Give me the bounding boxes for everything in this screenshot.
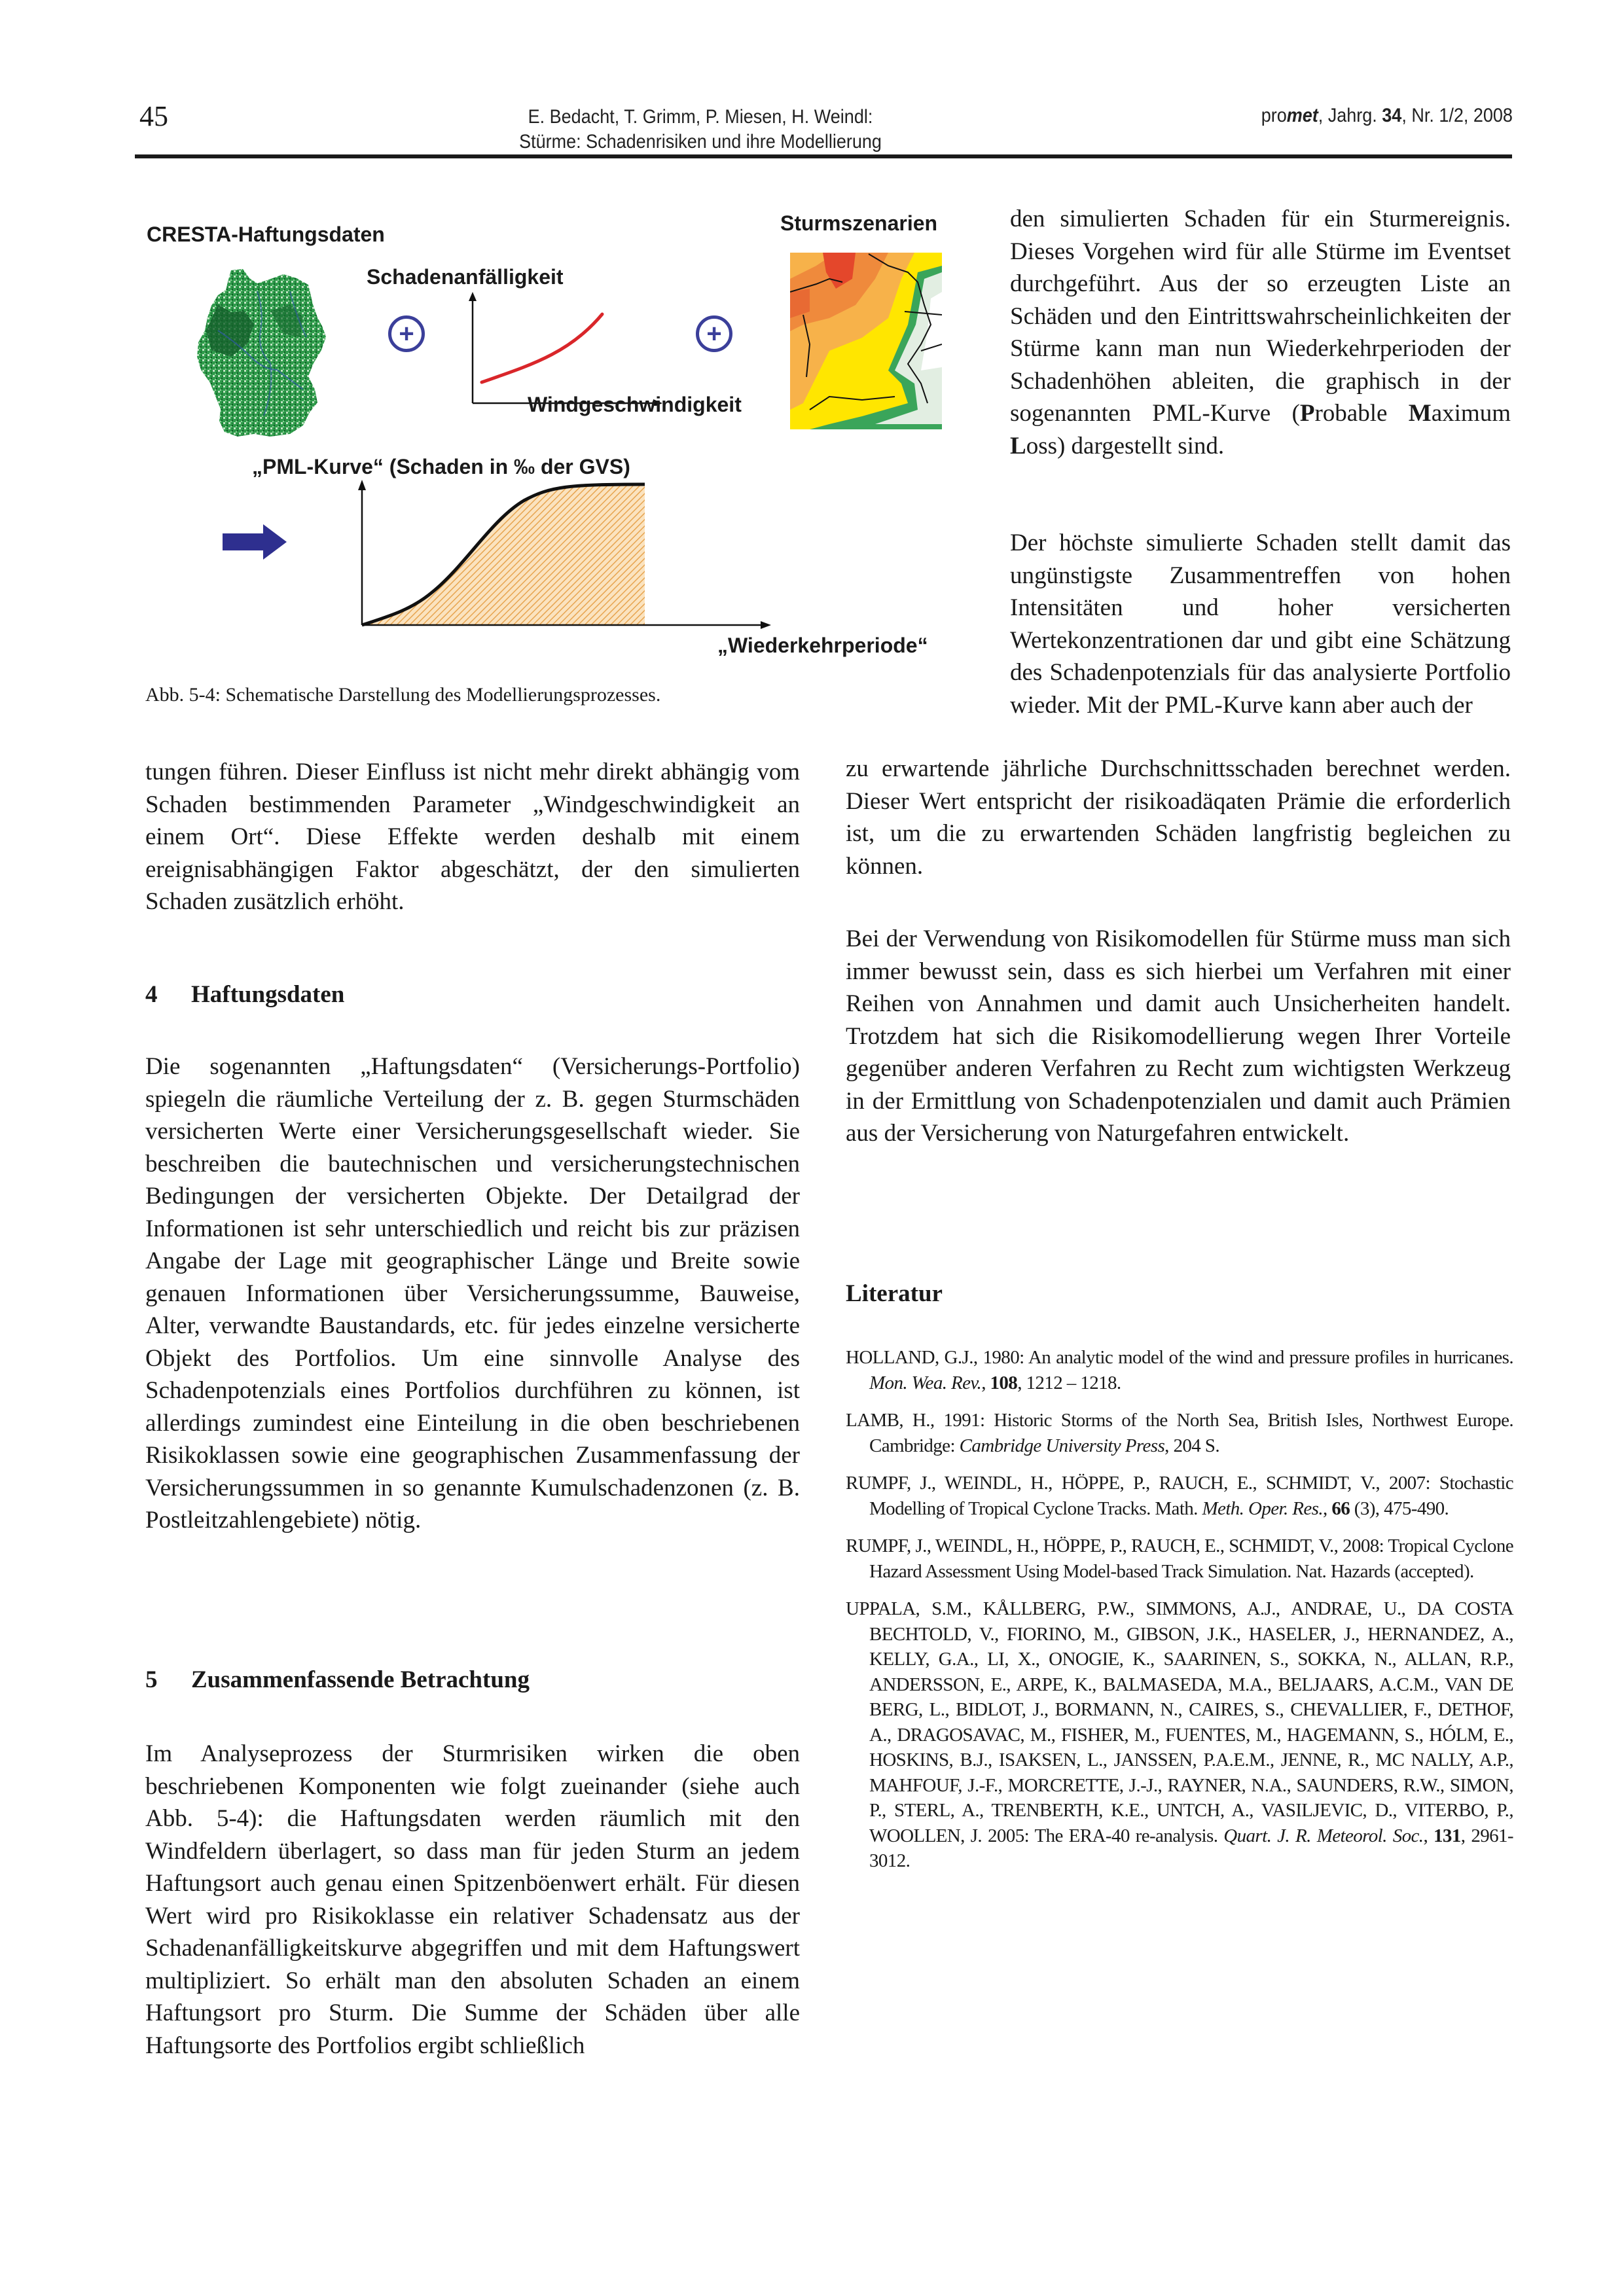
- ref-pages: , 2961-3012.: [869, 1825, 1513, 1871]
- acronym-letter: L: [1010, 432, 1026, 459]
- section-4-body: [145, 1050, 800, 1537]
- section-number: 5: [145, 1666, 158, 1693]
- figure-caption: Abb. 5-4: Schematische Darstellung des Modellierungsprozesses.: [145, 684, 661, 706]
- reference-item: [846, 1345, 1513, 1395]
- paragraph: Im Analyseprozess der Sturmrisiken wirken die oben beschriebenen Komponenten wie folgt zueinander (siehe auch Abb. 5-4): die Haftungsdaten werden räumlich mit den Windfeldern überlagert, so dass man für jeden Sturm an jedem Haftungsort auch genau einen Spitzenböenwert erhält. Für diesen Wert wird pro Risikoklasse ein relativer Schadensatz aus der Schadenanfälligkeitskurve abgegriffen und mit dem Haftungswert multipliziert. So erhält man den absoluten Schaden an einem Haftungsort pro Sturm. Die Summe der Schäden über alle Haftungsorte des Portfolios ergibt schließlich: [145, 1740, 800, 2059]
- pml-curve: [216, 475, 792, 638]
- ref-text: ,: [981, 1372, 990, 1393]
- figure-label-cresta: CRESTA-Haftungsdaten: [147, 223, 385, 246]
- reference-list: [846, 1345, 1513, 1886]
- reference-item: [846, 1408, 1513, 1458]
- paragraph: Bei der Verwendung von Risikomodellen für Stürme muss man sich immer bewusst sein, dass es sich hierbei um Verfahren mit einer Reihen von Annahmen und damit auch Unsicherheiten handelt. Trotzdem hat sich die Risikomodellierung wegen Ihrer Vorteile gegenüber anderen Verfahren zu Recht zum wichtigsten Werkzeug in der Ermittlung von Schadenpotenzialen und damit auch Prämien aus der Versicherung von Naturgefahren entwickelt.: [846, 925, 1511, 1147]
- page-number: 45: [139, 100, 168, 132]
- ref-volume: 131: [1434, 1825, 1461, 1846]
- acronym-letter: P: [1299, 400, 1315, 427]
- figure-label-pml-curve: „PML-Kurve“ (Schaden in ‰ der GVS): [252, 455, 630, 478]
- paragraph: Der höchste simulierte Schaden stellt damit das ungünstigste Zusammentreffen von hohen Intensitäten und hoher versicherten Wertekonzentrationen dar und gibt eine Schätzung des Schadenpotenzials für das analysierte Portfolio wieder. Mit der PML-Kurve kann aber auch der: [1010, 529, 1511, 719]
- paragraph: Die sogenannten „Haftungsdaten“ (Versicherungs-Portfolio) spiegeln die räumliche Verteilung der z. B. gegen Sturmschäden versicherten Werte einer Versicherungsgesellschaft wieder. Sie beschreiben die bautechnischen und versicherungstechnischen Bedingungen der versicherten Objekte. Der Detailgrad der Informationen ist sehr unterschiedlich und reicht bis zur präzisen Angabe der Lage mit geographischer Länge und Breite sowie genauen Informationen über Versicherungssumme, Bauweise, Alter, verwandte Baustandards, etc. für jedes einzelne versicherte Objekt des Portfolios. Um eine sinnvolle Analyse des Schadenpotenzials eines Portfolios durchführen zu können, ist allerdings zumindest eine Einteilung in die oben beschriebenen Risikoklassen sowie eine geographischen Zusammenfassung der Versicherungssummen in so genannte Kumulschadenzonen (z. B. Postleitzahlengebiete) nötig.: [145, 1053, 800, 1534]
- ref-publisher: Cambridge University Press: [959, 1435, 1165, 1456]
- section-title: Zusammenfassende Betrachtung: [191, 1666, 530, 1693]
- ref-text: ,: [1323, 1498, 1332, 1519]
- plus-circle-icon: +: [388, 315, 425, 352]
- literature-heading: Literatur: [846, 1280, 943, 1307]
- acronym-letter: M: [1408, 400, 1432, 427]
- ref-pages: , 1212 – 1218.: [1017, 1372, 1121, 1393]
- reference-item: [846, 1471, 1513, 1521]
- ref-text: UPPALA, S.M., KÅLLBERG, P.W., SIMMONS, A.J., ANDRAE, U., DA COSTA BECHTOLD, V., FIORINO, M., GIBSON, J.K., HASELER, J., HERNANDEZ, A., KELLY, G.A., LI, X., ONOGIE, K., SAARINEN, S., SOKKA, N., ALLAN, R.P., ANDERSSON, E., ARPE, K., BALMASEDA, M.A., BELJAARS, A.C.M., VAN DE BERG, L., BIDLOT, J., BORMANN, N., CAIRES, S., CHEVALLIER, F., DETHOF, A., DRAGOSAVAC, M., FISHER, M., FUENTES, M., HAGEMANN, S., HÓLM, E., HOSKINS, B.J., ISAKSEN, L., JANSSEN, P.A.E.M., JENNE, R., MC NALLY, A.P., MAHFOUF, J.-F., MORCRETTE, J.-J., RAYNER, N.A., SAUNDERS, R.W., SIMON, P., STERL, A., TRENBERTH, K.E., UNTCH, A., VASILJEVIC, D., VITERBO, P., WOOLLEN, J. 2005: The ERA-40 re-analysis.: [846, 1598, 1513, 1846]
- text-run: aximum: [1431, 400, 1511, 427]
- reference-item: [846, 1596, 1513, 1874]
- ref-journal: Quart. J. R. Meteorol. Soc.: [1223, 1825, 1424, 1846]
- section-heading-5: [145, 1666, 530, 1694]
- journal-year-label: , Jahrg.: [1318, 105, 1382, 126]
- paragraph: [1010, 203, 1511, 462]
- storm-footprint-map: [790, 253, 942, 429]
- ref-volume: 108: [990, 1372, 1018, 1393]
- figure-label-storm-scenarios: Sturmszenarien: [780, 211, 938, 235]
- running-title-authors: E. Bedacht, T. Grimm, P. Miesen, H. Weindl:: [528, 106, 873, 128]
- section-heading-4: [145, 980, 344, 1009]
- figure-label-wind-speed: Windgeschwindigkeit: [528, 393, 742, 416]
- text-run: oss) dargestellt sind.: [1026, 432, 1225, 459]
- paragraph: tungen führen. Dieser Einfluss ist nicht mehr direkt abhängig vom Schaden bestimmenden Parameter „Windgeschwindigkeit an einem Ort“. Diese Effekte werden deshalb mit einem ereignisabhängigen Faktor abgeschätzt, der den simulierten Schaden zusätzlich erhöht.: [145, 759, 800, 915]
- running-title: [518, 105, 883, 154]
- journal-citation: [1261, 105, 1513, 127]
- reference-item: [846, 1534, 1513, 1584]
- ref-volume: 66: [1331, 1498, 1350, 1519]
- germany-exposure-map: [192, 265, 333, 442]
- ref-pages: (3), 475-490.: [1350, 1498, 1449, 1519]
- right-arrow-icon: [223, 524, 287, 560]
- ref-journal: Mon. Wea. Rev.: [869, 1372, 982, 1393]
- right-column-paragraph-2-cont: [846, 753, 1511, 882]
- ref-text: LAMB, H., 1991: Historic Storms of the North Sea, British Isles, Northwest Europe. Cambridge:: [846, 1410, 1513, 1456]
- journal-name-prefix: pro: [1261, 105, 1287, 126]
- ref-journal: Meth. Oper. Res.: [1202, 1498, 1323, 1519]
- ref-text: RUMPF, J., WEINDL, H., HÖPPE, P., RAUCH, E., SCHMIDT, V., 2007: Stochastic Modelling of Tropical Cyclone Tracks. Math.: [846, 1473, 1513, 1519]
- paragraph: zu erwartende jährliche Durchschnittsschaden berechnet werden. Dieser Wert entspricht der risikoadäqaten Prämie die erforderlich ist, um die zu erwartenden Schäden langfristig begleichen zu können.: [846, 755, 1511, 880]
- text-run: robable: [1314, 400, 1409, 427]
- section-number: 4: [145, 981, 158, 1008]
- right-column-paragraph-2-wrapped: [1010, 527, 1511, 721]
- figure-label-return-period: „Wiederkehrperiode“: [717, 634, 928, 657]
- left-column-continuation: [145, 756, 800, 918]
- vulnerability-curve: [458, 288, 668, 406]
- ref-text: , 204 S.: [1164, 1435, 1219, 1456]
- journal-name-emphasis: met: [1286, 105, 1318, 126]
- plus-circle-icon: +: [696, 315, 732, 352]
- journal-volume: 34: [1382, 105, 1402, 126]
- journal-issue: , Nr. 1/2, 2008: [1401, 105, 1513, 126]
- right-column-paragraph-3: [846, 923, 1511, 1150]
- ref-text: RUMPF, J., WEINDL, H., HÖPPE, P., RAUCH, E., SCHMIDT, V., 2008: Tropical Cyclone Hazard Assessment Using Model-based Track Simulation. Nat. Hazards (accepted).: [846, 1535, 1513, 1582]
- header-rule: [135, 154, 1512, 158]
- section-5-body: [145, 1738, 800, 2062]
- ref-text: HOLLAND, G.J., 1980: An analytic model of the wind and pressure profiles in hurricanes.: [846, 1347, 1513, 1368]
- figure-label-vulnerability: Schadenanfälligkeit: [367, 265, 564, 289]
- text-run: den simulierten Schaden für ein Sturmereignis. Dieses Vorgehen wird für alle Stürme im Eventset durchgeführt. Aus der so erzeugten Liste an Schäden und den Eintrittswahrscheinlichkeiten der Stürme kann man nun Wiederkehrperioden der Schadenhöhen ableiten, die graphisch in der sogenannten PML-Kurve (: [1010, 206, 1511, 427]
- running-title-article: Stürme: Schadenrisiken und ihre Modellierung: [519, 131, 882, 152]
- section-title: Haftungsdaten: [191, 981, 345, 1008]
- ref-text: ,: [1423, 1825, 1434, 1846]
- right-column-paragraph-1: [1010, 203, 1511, 462]
